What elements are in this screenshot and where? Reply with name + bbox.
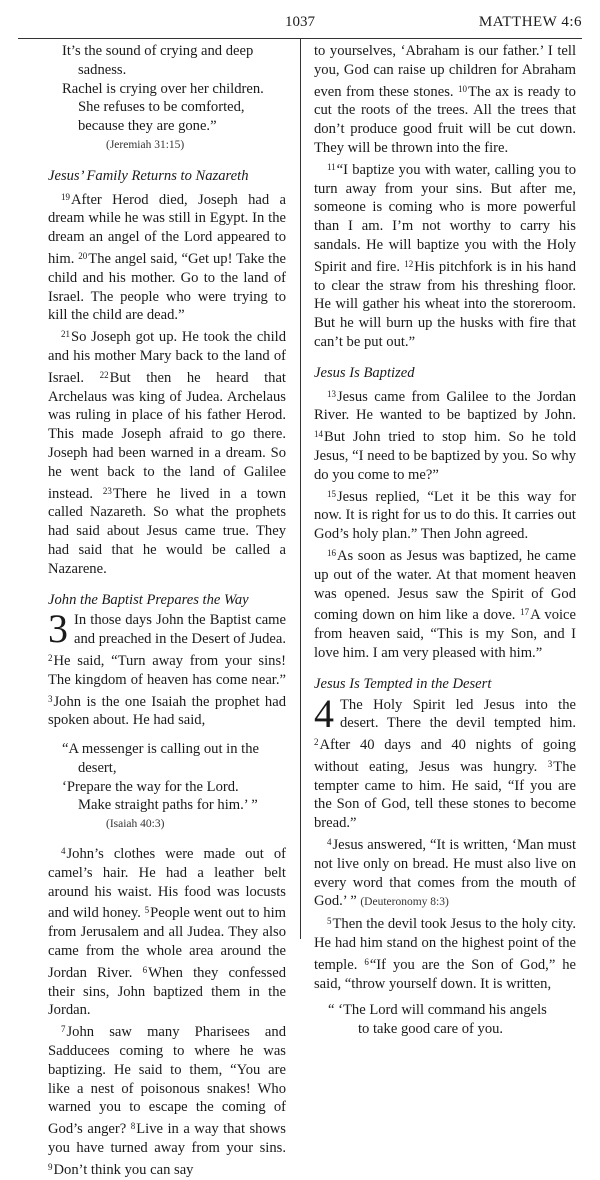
poem-rachel — [48, 42, 286, 136]
verse-text: John’s clothes were made out of camel’s hair. He had a leather belt around his waist. His food was locusts and wild honey. — [48, 846, 286, 922]
verse-text: Live in a way that shows you have turned away from your sins. — [48, 1121, 286, 1157]
poem-isaiah — [48, 740, 286, 815]
paragraph — [314, 912, 576, 993]
poem-line: She refuses to be comforted, — [78, 99, 245, 116]
poem-line: ‘Prepare the way for the Lord. — [62, 778, 239, 795]
verse-number: 10 — [458, 83, 468, 94]
paragraph — [48, 1020, 286, 1179]
verse-text: As soon as Jesus was baptized, he came up out of the water. At that moment heaven was opened. Jesus saw the Spirit of God coming down on him like a dove. — [314, 547, 576, 624]
verse-number: 2 — [48, 652, 53, 663]
paragraph — [48, 842, 286, 1020]
poem-line: Make straight paths for him.’ ” — [78, 797, 258, 814]
verse-number: 5 — [144, 905, 150, 916]
section-heading: Jesus’ Family Returns to Nazareth — [48, 167, 249, 184]
verse-number: 23 — [102, 485, 112, 496]
verse-text: Don’t think you can say — [53, 1161, 194, 1178]
verse-number: 19 — [61, 191, 70, 202]
paragraph — [314, 385, 576, 485]
verse-text: Jesus answered, “It is written, ‘Man must not live only on bread. He must also live on every word that comes from the mouth of God.’ ” — [314, 837, 576, 910]
verse-text: “I baptize you with water, calling you to turn away from your sins. But after me, someone is coming who is more powerful than I am. I’m not worthy to carry his sandals. He will baptize you with the Holy Spirit and fire. — [314, 161, 576, 275]
citation-isaiah: (Isaiah 40:3) — [106, 818, 165, 831]
verse-number: 21 — [61, 329, 70, 340]
verse-number: 4 — [61, 846, 66, 857]
verse-number: 8 — [130, 1121, 136, 1132]
poem-line: “A messenger is calling out in the — [62, 741, 259, 758]
section-heading: John the Baptist Prepares the Way — [48, 591, 249, 608]
section-heading: Jesus Is Tempted in the Desert — [314, 675, 492, 692]
paragraph — [314, 833, 576, 912]
poem-psalm — [314, 1001, 576, 1039]
verse-text: But John tried to stop him. So he told Jesus, “I need to be baptized by you. So why do you come to me?” — [314, 429, 576, 483]
verse-number: 9 — [48, 1161, 53, 1172]
verse-text: John is the one Isaiah the prophet had spoken about. He had said, — [48, 693, 286, 729]
citation-jeremiah: (Jeremiah 31:15) — [106, 138, 185, 151]
verse-text: When they confessed their sins, John baptized them in the Jordan. — [48, 964, 286, 1019]
paragraph — [314, 158, 576, 352]
verse-text: The Holy Spirit led Jesus into the desert. There the devil tempted him. — [340, 696, 576, 732]
paragraph — [48, 188, 286, 326]
verse-number: 15 — [327, 488, 336, 499]
right-column — [314, 42, 576, 1039]
poem-line: Rachel is crying over her children. — [62, 80, 264, 97]
verse-text: The tempter came to him. He said, “If you are the Son of God, tell these stones to become bread.” — [314, 758, 576, 832]
verse-number: 14 — [314, 429, 323, 440]
column-divider — [300, 38, 301, 939]
verse-text: In those days John the Baptist came and preached in the Desert of Judea. — [74, 612, 286, 648]
paragraph — [314, 485, 576, 544]
poem-line: to take good care of you. — [358, 1021, 504, 1038]
verse-text: After Herod died, Joseph had a dream while he was still in Egypt. In the dream an angel of the Lord appeared to him. — [48, 191, 286, 267]
poem-line: sadness. — [78, 61, 127, 78]
paragraph — [48, 606, 286, 730]
verse-text: People went out to him from Jerusalem and all Judea. They also came from the whole area around the Jordan River. — [48, 905, 287, 981]
verse-text: The ax is ready to cut the roots of the trees. All the trees that don’t produce good fruit will be cut down. They will be thrown into the fire. — [314, 83, 576, 156]
verse-number: 4 — [327, 837, 332, 848]
verse-number: 6 — [364, 956, 369, 967]
verse-text: “If you are the Son of God,” he said, “throw yourself down. It is written, — [314, 956, 577, 992]
verse-text: John saw many Pharisees and Sadducees coming to where he was baptizing. He said to them, “You are like a nest of poisonous snakes! Who warned you to escape the coming of God’s anger? — [48, 1024, 286, 1138]
verse-text: The angel said, “Get up! Take the child and his mother. Go to the land of Israel. The people who were trying to kill the child are dead.” — [48, 250, 286, 324]
verse-number: 3 — [48, 693, 53, 704]
chapter-number: 3 — [48, 606, 68, 652]
paragraph — [314, 544, 576, 663]
verse-number: 22 — [99, 369, 109, 380]
verse-number: 7 — [61, 1024, 66, 1035]
poem-line: It’s the sound of crying and deep — [62, 43, 254, 59]
paragraph — [48, 325, 286, 578]
verse-text: A voice from heaven said, “This is my Son, and I love him. I am very pleased with him.” — [314, 607, 576, 661]
paragraph — [314, 42, 576, 158]
verse-number: 2 — [314, 737, 319, 748]
verse-text: So Joseph got up. He took the child and his mother Mary back to the land of Israel. — [48, 329, 286, 386]
citation-deuteronomy: (Deuteronomy 8:3) — [360, 896, 449, 909]
section-heading: Jesus Is Baptized — [314, 364, 415, 381]
page-header — [0, 0, 600, 40]
poem-line: “ ‘The Lord will command his angels — [328, 1002, 547, 1019]
verse-number: 16 — [327, 547, 336, 558]
poem-line: because they are gone.” — [78, 118, 217, 135]
verse-number: 13 — [327, 388, 336, 399]
running-reference: MATTHEW 4:6 — [478, 14, 582, 30]
poem-line: desert, — [78, 759, 117, 776]
verse-number: 6 — [142, 964, 148, 975]
verse-text: Jesus replied, “Let it be this way for now. It is right for us to do this. It carries out God’s holy plan.” Then John agreed. — [314, 488, 576, 543]
verse-text: His pitchfork is in his hand to clear the straw from his threshing floor. He will gather his wheat into the storeroom. But he will burn up the husks with fire that can’t be put out.” — [314, 258, 576, 350]
paragraph — [314, 690, 576, 834]
page-number: 1037 — [285, 14, 315, 30]
verse-number: 5 — [327, 916, 332, 927]
verse-text: After 40 days and 40 nights of going without eating, Jesus was hungry. — [314, 737, 576, 775]
verse-text: But then he heard that Archelaus was king of Judea. Archelaus was ruling in place of his father Herod. This made Joseph afraid to go there. Joseph had been warned in a dream. So he went back to the land of Galilee instead. — [48, 369, 286, 502]
verse-number: 3 — [547, 758, 553, 769]
verse-text: Then the devil took Jesus to the holy city. He had him stand on the highest point of the temple. — [314, 916, 576, 973]
verse-text: Jesus came from Galilee to the Jordan River. He wanted to be baptized by John. — [314, 388, 576, 424]
chapter-number: 4 — [314, 690, 334, 736]
verse-text: to yourselves, ‘Abraham is our father.’ I tell you, God can raise up children for Abraham even from these stones. — [314, 43, 576, 100]
verse-text: There he lived in a town called Nazareth. So what the prophets had said about Jesus came true. They had said that he would be called a Nazarene. — [48, 485, 286, 577]
verse-number: 11 — [327, 161, 336, 172]
verse-number: 17 — [520, 607, 530, 618]
verse-number: 12 — [404, 258, 414, 269]
verse-number: 20 — [78, 250, 88, 261]
verse-text: He said, “Turn away from your sins! The kingdom of heaven has come near.” — [48, 652, 286, 688]
left-column — [48, 42, 286, 1180]
